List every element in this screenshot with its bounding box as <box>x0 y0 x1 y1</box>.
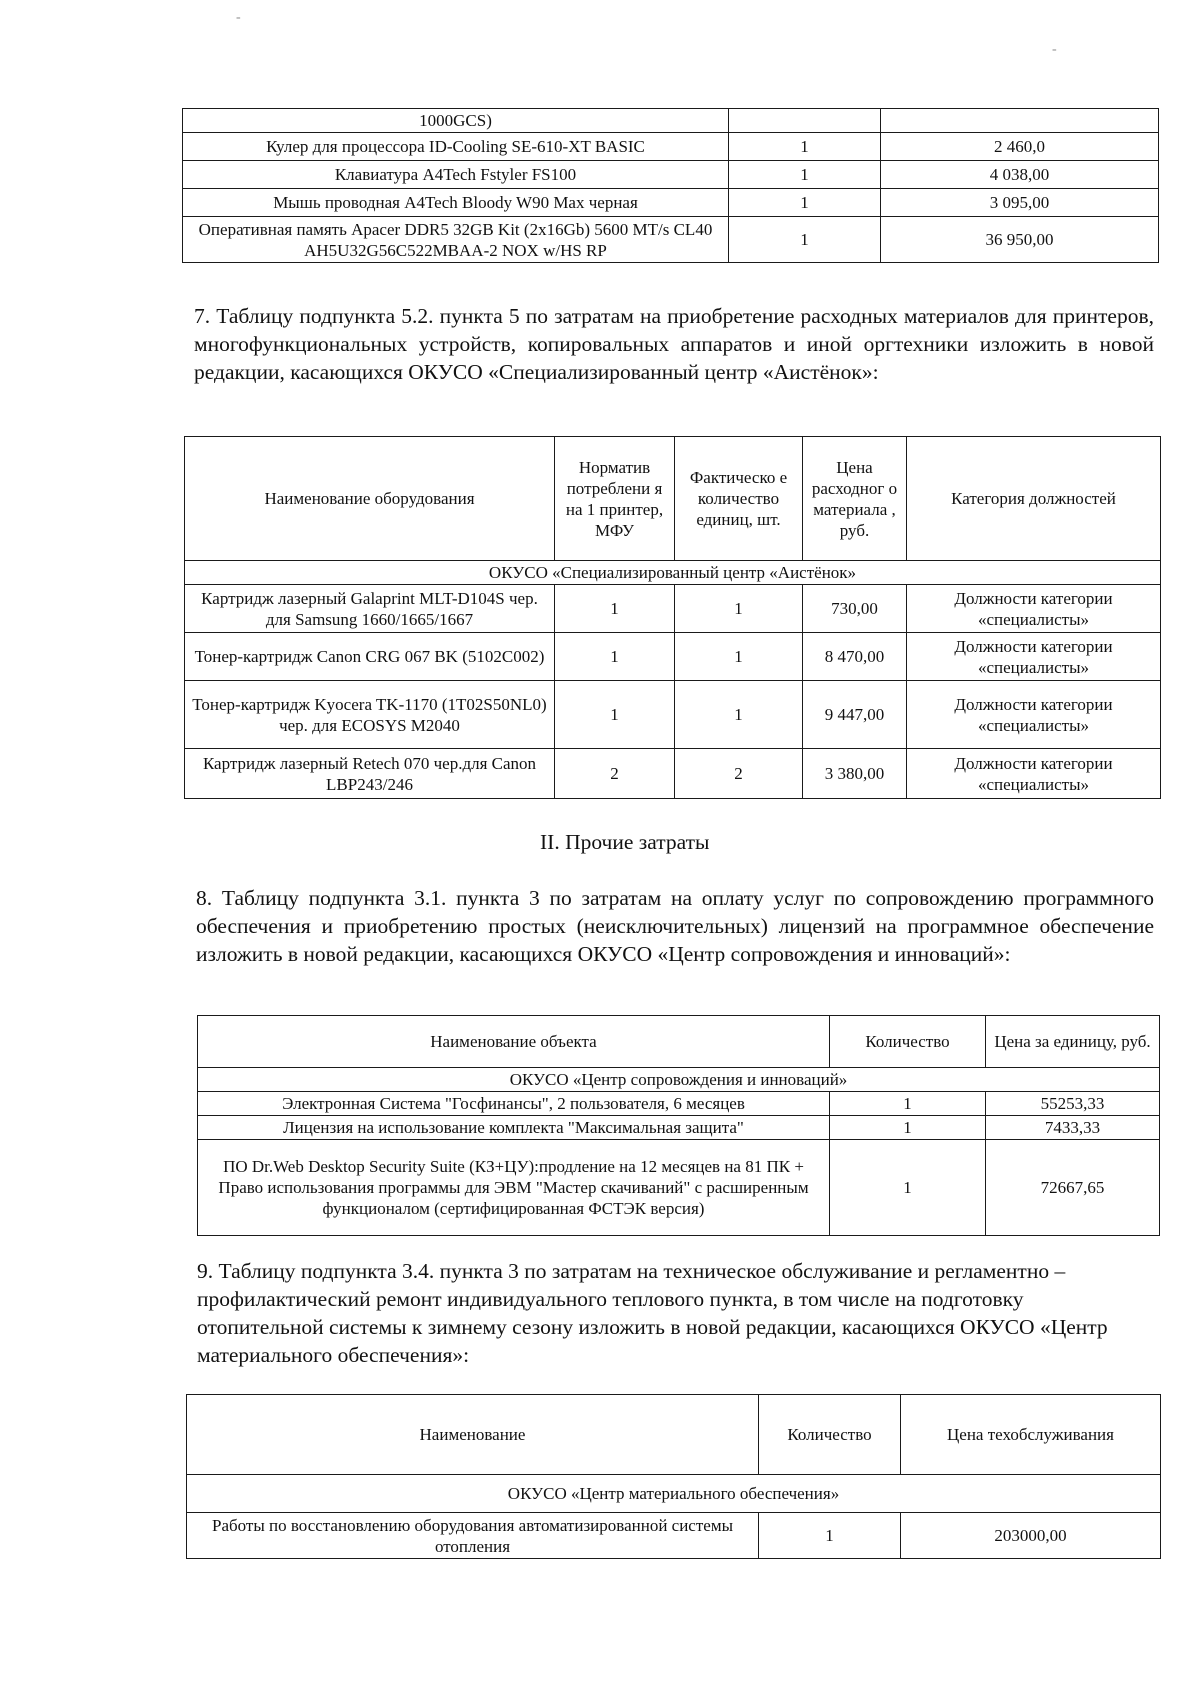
item-price: 203000,00 <box>901 1513 1161 1559</box>
header-qty: Количество <box>830 1016 986 1068</box>
item-9-text: 9. Таблицу подпункта 3.4. пункта 3 по затратам на техническое обслуживание и регламентно – профилактический ремонт индивидуального теплового пункта, в том числе на подготовку отопительной системы к зимнему сезону изложить в новой редакции, касающихся ОКУСО «Центр материального обеспечения»: <box>197 1259 1108 1367</box>
item-name: Оперативная память Apacer DDR5 32GB Kit (2x16Gb) 5600 MT/s CL40 AH5U32G56C522MBAA-2 NOX w/HS RP <box>183 217 729 263</box>
item-price: 8 470,00 <box>803 633 907 681</box>
item-8-text: 8. Таблицу подпункта 3.1. пункта 3 по затратам на оплату услуг по сопровождению программного обеспечения и приобретению простых (неисключительных) лицензий на программное обеспечение изложить в новой редакции, касающихся ОКУСО «Центр сопровождения и инноваций»: <box>196 886 1154 966</box>
table-header-row <box>185 437 1161 561</box>
table-row <box>198 1092 1160 1116</box>
table-row <box>183 189 1159 217</box>
maintenance-table <box>186 1394 1161 1559</box>
item-name: Клавиатура A4Tech Fstyler FS100 <box>183 161 729 189</box>
table-row <box>198 1116 1160 1140</box>
group-title: ОКУСО «Центр сопровождения и инноваций» <box>198 1068 1160 1092</box>
item-norm: 1 <box>555 633 675 681</box>
item-actual: 1 <box>675 585 803 633</box>
scan-speck: - <box>1052 42 1057 57</box>
item-qty: 1 <box>830 1116 986 1140</box>
item-name: 1000GCS) <box>183 109 729 133</box>
header-norm: Норматив потреблени я на 1 принтер, МФУ <box>555 437 675 561</box>
header-equipment: Наименование оборудования <box>185 437 555 561</box>
table-row <box>183 161 1159 189</box>
item-price: 72667,65 <box>986 1140 1160 1236</box>
item-qty: 1 <box>729 217 881 263</box>
table-row <box>183 109 1159 133</box>
header-name: Наименование <box>187 1395 759 1475</box>
item-category: Должности категории «специалисты» <box>907 749 1161 799</box>
table-row <box>185 585 1161 633</box>
table-row <box>185 681 1161 749</box>
table-header-row <box>198 1016 1160 1068</box>
hardware-table <box>182 108 1159 263</box>
item-price: 36 950,00 <box>881 217 1159 263</box>
item-name: Тонер-картридж Canon CRG 067 BK (5102C002) <box>185 633 555 681</box>
item-price: 4 038,00 <box>881 161 1159 189</box>
header-price: Цена расходног о материала , руб. <box>803 437 907 561</box>
item-qty: 1 <box>759 1513 901 1559</box>
software-table <box>197 1015 1160 1236</box>
group-row <box>198 1068 1160 1092</box>
item-qty: 1 <box>729 133 881 161</box>
item-price <box>881 109 1159 133</box>
item-norm: 1 <box>555 681 675 749</box>
item-qty: 1 <box>729 161 881 189</box>
section-2-title: II. Прочие затраты <box>540 830 710 854</box>
item-qty <box>729 109 881 133</box>
table-row <box>185 633 1161 681</box>
table-row <box>187 1513 1161 1559</box>
header-actual: Фактическо е количество единиц, шт. <box>675 437 803 561</box>
table-header-row <box>187 1395 1161 1475</box>
item-category: Должности категории «специалисты» <box>907 633 1161 681</box>
item-category: Должности категории «специалисты» <box>907 585 1161 633</box>
table-row <box>183 217 1159 263</box>
header-object: Наименование объекта <box>198 1016 830 1068</box>
table-row <box>183 133 1159 161</box>
item-norm: 2 <box>555 749 675 799</box>
item-price: 2 460,0 <box>881 133 1159 161</box>
header-category: Категория должностей <box>907 437 1161 561</box>
group-row <box>187 1475 1161 1513</box>
item-price: 730,00 <box>803 585 907 633</box>
item-price: 9 447,00 <box>803 681 907 749</box>
table-row <box>198 1140 1160 1236</box>
item-name: ПО Dr.Web Desktop Security Suite (КЗ+ЦУ):продление на 12 месяцев на 81 ПК + Право использования программы для ЭВМ "Мастер скачиваний" с расширенным функционалом (сертифицированная ФСТЭК версия) <box>198 1140 830 1236</box>
item-price: 7433,33 <box>986 1116 1160 1140</box>
item-price: 3 095,00 <box>881 189 1159 217</box>
group-title: ОКУСО «Центр материального обеспечения» <box>187 1475 1161 1513</box>
item-actual: 1 <box>675 681 803 749</box>
item-actual: 1 <box>675 633 803 681</box>
item-actual: 2 <box>675 749 803 799</box>
consumables-table <box>184 436 1161 799</box>
item-name: Тонер-картридж Kyocera TK-1170 (1T02S50NL0) чер. для ECOSYS M2040 <box>185 681 555 749</box>
header-qty: Количество <box>759 1395 901 1475</box>
group-title: ОКУСО «Специализированный центр «Аистёнок» <box>185 561 1161 585</box>
item-qty: 1 <box>830 1140 986 1236</box>
scan-speck: - <box>236 10 241 25</box>
item-name: Кулер для процессора ID-Cooling SE-610-XT BASIC <box>183 133 729 161</box>
item-name: Электронная Система "Госфинансы", 2 пользователя, 6 месяцев <box>198 1092 830 1116</box>
item-qty: 1 <box>830 1092 986 1116</box>
item-name: Картридж лазерный Retech 070 чер.для Canon LBP243/246 <box>185 749 555 799</box>
item-price: 55253,33 <box>986 1092 1160 1116</box>
group-row <box>185 561 1161 585</box>
item-norm: 1 <box>555 585 675 633</box>
item-name: Мышь проводная A4Tech Bloody W90 Max черная <box>183 189 729 217</box>
item-name: Лицензия на использование комплекта "Максимальная защита" <box>198 1116 830 1140</box>
item-price: 3 380,00 <box>803 749 907 799</box>
item-name: Картридж лазерный Galaprint MLT-D104S чер. для Samsung 1660/1665/1667 <box>185 585 555 633</box>
item-qty: 1 <box>729 189 881 217</box>
item-7-text: 7. Таблицу подпункта 5.2. пункта 5 по затратам на приобретение расходных материалов для принтеров, многофункциональных устройств, копировальных аппаратов и иной оргтехники изложить в новой редакции, касающихся ОКУСО «Специализированный центр «Аистёнок»: <box>194 304 1154 384</box>
item-name: Работы по восстановлению оборудования автоматизированной системы отопления <box>187 1513 759 1559</box>
table-row <box>185 749 1161 799</box>
item-category: Должности категории «специалисты» <box>907 681 1161 749</box>
header-service-price: Цена техобслуживания <box>901 1395 1161 1475</box>
header-unit-price: Цена за единицу, руб. <box>986 1016 1160 1068</box>
